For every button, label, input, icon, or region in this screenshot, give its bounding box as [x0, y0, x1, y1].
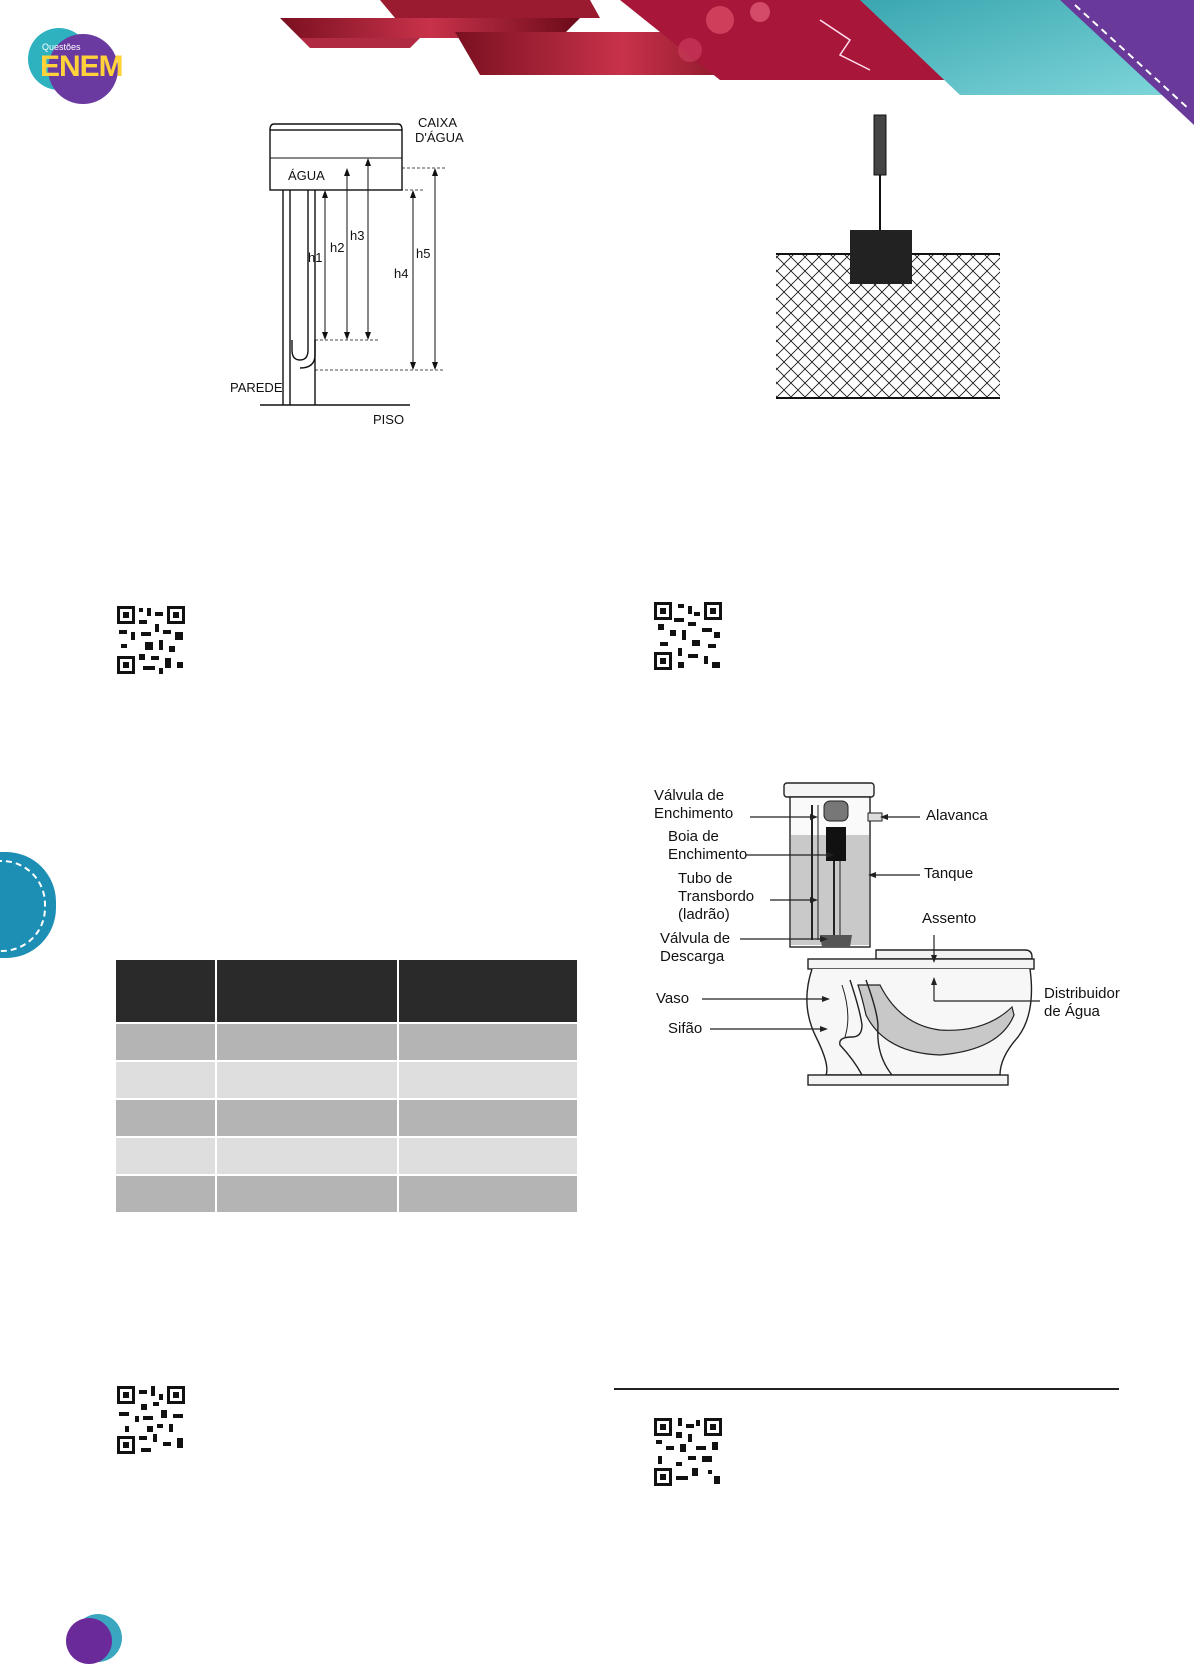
- table-row: [116, 1137, 578, 1175]
- qr-code-4[interactable]: [652, 1416, 724, 1488]
- table-row: [116, 1099, 578, 1137]
- label-valvula-descarga-1: Válvula de: [660, 930, 731, 947]
- label-alavanca: Alavanca: [926, 807, 988, 824]
- label-h3: h3: [350, 228, 365, 243]
- qr-code-3[interactable]: [115, 1384, 187, 1456]
- banner-art: [0, 0, 1194, 130]
- label-piso: PISO: [373, 412, 405, 427]
- qr-code-1[interactable]: [115, 604, 187, 676]
- header-banner: [0, 0, 1194, 130]
- block-figure: [770, 110, 1010, 410]
- qr-code-2[interactable]: [652, 600, 724, 672]
- section-divider: [614, 1388, 1119, 1390]
- toilet-figure: [640, 775, 1140, 1105]
- enem-logo: [28, 28, 124, 100]
- page-marker: [66, 1614, 120, 1663]
- table-row: [116, 1023, 578, 1061]
- label-caixa-2: D'ÁGUA: [415, 130, 464, 145]
- table-header: [116, 960, 578, 1023]
- data-table: [116, 960, 579, 1212]
- block-drawing: [770, 110, 1010, 410]
- label-h1: h1: [308, 250, 323, 265]
- water-tank-figure: [220, 110, 480, 430]
- label-h2: h2: [330, 240, 345, 255]
- label-sifao: Sifão: [668, 1020, 703, 1037]
- label-parede: PAREDE: [230, 380, 283, 395]
- label-tubo-2: Transbordo: [678, 888, 755, 905]
- label-h5: h5: [416, 246, 431, 261]
- label-boia-1: Boia de: [668, 828, 719, 845]
- label-agua: ÁGUA: [288, 168, 325, 183]
- table-row: [116, 1175, 578, 1212]
- label-tubo-1: Tubo de: [678, 870, 733, 887]
- label-vaso: Vaso: [656, 990, 690, 1007]
- label-tanque: Tanque: [924, 865, 974, 882]
- side-tab: [0, 852, 56, 958]
- label-assento: Assento: [922, 910, 977, 927]
- label-valvula-enchimento-2: Enchimento: [654, 805, 734, 822]
- label-caixa-1: CAIXA: [418, 115, 458, 130]
- label-tubo-3: (ladrão): [678, 906, 730, 923]
- label-valvula-enchimento-1: Válvula de: [654, 787, 725, 804]
- logo-small-text: Questões: [42, 42, 81, 52]
- label-h4: h4: [394, 266, 409, 281]
- label-distribuidor-1: Distribuidor: [1044, 985, 1120, 1002]
- label-valvula-descarga-2: Descarga: [660, 948, 725, 965]
- label-distribuidor-2: de Água: [1044, 1003, 1100, 1020]
- table-row: [116, 1061, 578, 1099]
- label-boia-2: Enchimento: [668, 846, 748, 863]
- logo-text: ENEM: [40, 50, 123, 83]
